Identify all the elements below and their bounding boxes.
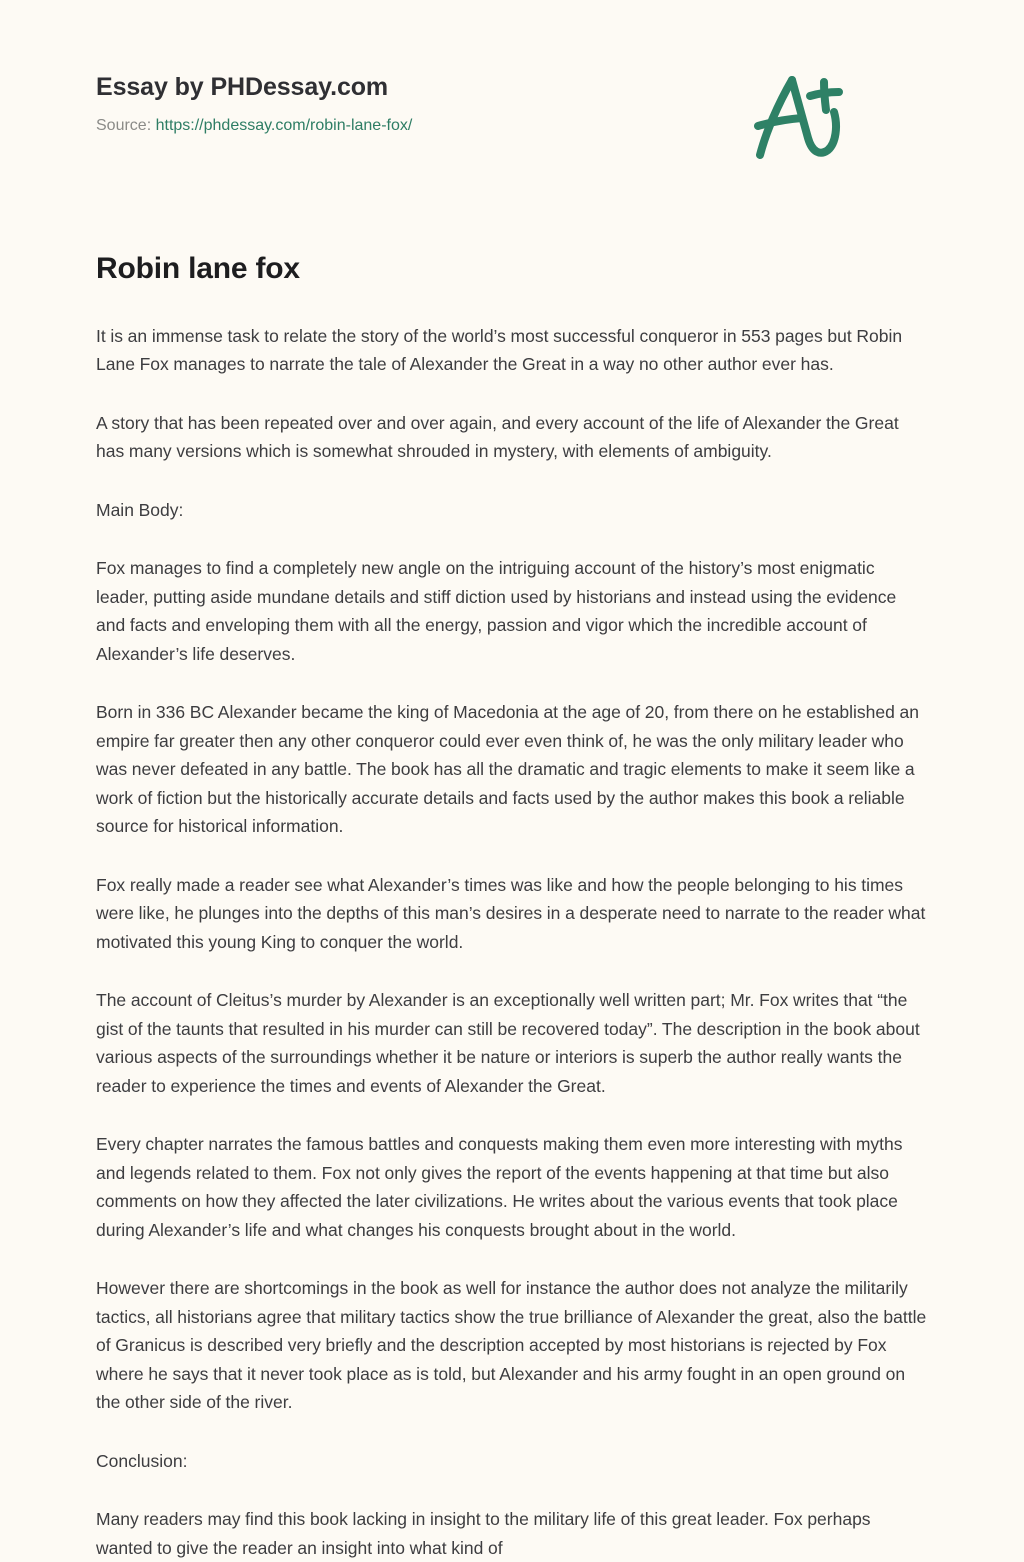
paragraph: The account of Cleitus’s murder by Alexander is an exceptionally well written part; Mr. Fox writes that “the gist of the taunts that resulted in his murder can still be recovered today”. The description in the book about various aspects of the surroundings whether it be nature or interiors is superb the author really wants the reader to experience the times and events of Alexander the Great.: [96, 986, 928, 1100]
paragraph: Fox manages to find a completely new angle on the intriguing account of the history’s most enigmatic leader, putting aside mundane details and stiff diction used by historians and instead using the evidence and facts and enveloping them with all the energy, passion and vigor which the incredible account of Alexander’s life deserves.: [96, 554, 928, 668]
page-title: Robin lane fox: [96, 250, 928, 288]
paragraph: A story that has been repeated over and over again, and every account of the life of Alexander the Great has many versions which is somewhat shrouded in mystery, with elements of ambiguity.: [96, 409, 928, 466]
article-paragraphs: [96, 322, 928, 1562]
article-body: [96, 250, 928, 1562]
paragraph: However there are shortcomings in the book as well for instance the author does not analyze the militarily tactics, all historians agree that military tactics show the true brilliance of Alexander the great, also the battle of Granicus is described very briefly and the description accepted by most historians is rejected by Fox where he says that it never took place as is told, but Alexander and his army fought in an open ground on the other side of the river.: [96, 1274, 928, 1417]
page-header: [96, 0, 928, 176]
paragraph: Many readers may find this book lacking in insight to the military life of this great leader. Fox perhaps wanted to give the reader an insight into what kind of: [96, 1505, 928, 1562]
paragraph: Fox really made a reader see what Alexander’s times was like and how the people belonging to his times were like, he plunges into the depths of this man’s desires in a desperate need to narrate to the reader what motivated this young King to conquer the world.: [96, 871, 928, 957]
paragraph: Every chapter narrates the famous battles and conquests making them even more interesting with myths and legends related to them. Fox not only gives the report of the events happening at that time but also comments on how they affected the later civilizations. He writes about the various events that took place during Alexander’s life and what changes his conquests brought about in the world.: [96, 1130, 928, 1244]
section-heading-main-body: Main Body:: [96, 496, 928, 525]
a-plus-logo-icon: [740, 58, 850, 168]
paragraph: It is an immense task to relate the story of the world’s most successful conqueror in 553 pages but Robin Lane Fox manages to narrate the tale of Alexander the Great in a way no other author ever has.: [96, 322, 928, 379]
paragraph: Born in 336 BC Alexander became the king of Macedonia at the age of 20, from there on he established an empire far greater then any other conqueror could ever even think of, he was the only military leader who was never defeated in any battle. The book has all the dramatic and tragic elements to make it seem like a work of fiction but the historically accurate details and facts used by the author makes this book a reliable source for historical information.: [96, 698, 928, 841]
source-url-link[interactable]: https://phdessay.com/robin-lane-fox/: [156, 117, 413, 134]
source-label: Source:: [96, 117, 151, 134]
section-heading-conclusion: Conclusion:: [96, 1447, 928, 1476]
brand-title: Essay by PHDessay.com: [96, 72, 928, 102]
